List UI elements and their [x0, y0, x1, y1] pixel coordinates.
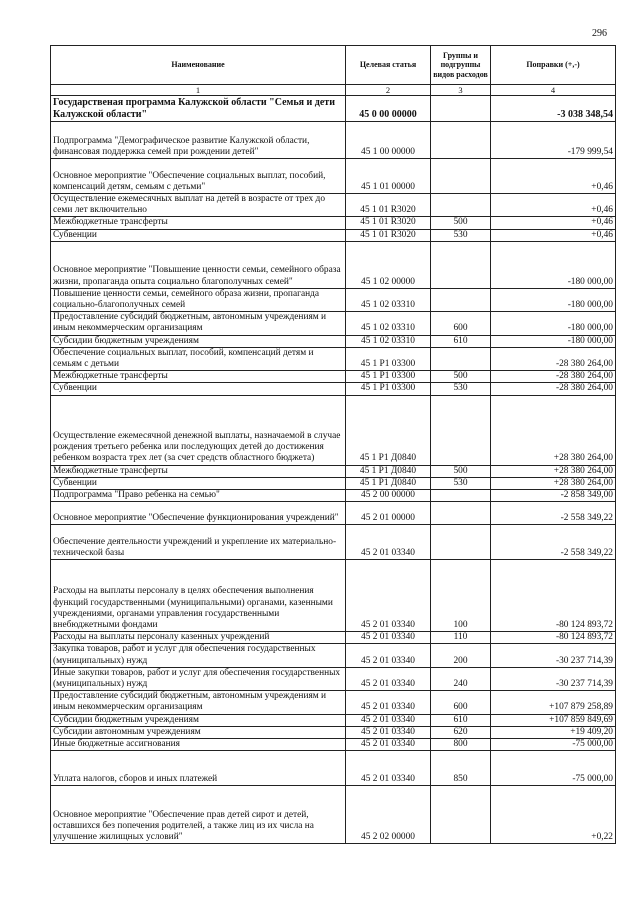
row-name: Субсидии бюджетным учреждениям: [51, 335, 346, 347]
row-target-code: 45 1 00 00000: [346, 122, 431, 159]
row-name: Расходы на выплаты персоналу в целях обеспечения выполнения функций государственными (муниципальными) органами, казенными учреждениями, органами управления государственными внебюджетными фондами: [51, 560, 346, 632]
row-target-code: 45 2 01 03340: [346, 644, 431, 667]
row-target-code: 45 2 01 03340: [346, 739, 431, 751]
row-name: Осуществление ежемесячной денежной выплаты, назначаемой в случае рождения третьего ребенка или последующих детей до достижения ребенком возраста трех лет (за счет средств областного бюджета): [51, 395, 346, 465]
header-amend: Поправки (+,-): [491, 46, 616, 85]
row-target-code: 45 2 00 00000: [346, 490, 431, 502]
table-row: [51, 383, 616, 395]
row-name: Предоставление субсидий бюджетным, автономным учреждениям и иным некоммерческим организациям: [51, 312, 346, 335]
row-amount: +0,46: [491, 217, 616, 229]
row-group-code: [431, 502, 491, 525]
row-target-code: 45 2 01 03340: [346, 714, 431, 726]
page-number: 296: [592, 28, 607, 39]
table-row: [51, 217, 616, 229]
table-row: [51, 477, 616, 489]
table-row: [51, 502, 616, 525]
column-number-row: [51, 85, 616, 96]
table-row: [51, 739, 616, 751]
row-group-code: 800: [431, 739, 491, 751]
col-number: 4: [491, 85, 616, 96]
row-group-code: 530: [431, 383, 491, 395]
row-group-code: 200: [431, 644, 491, 667]
row-target-code: 45 1 P1 Д0840: [346, 477, 431, 489]
row-name: Обеспечение социальных выплат, пособий, компенсаций детям и семьям с детьми: [51, 347, 346, 370]
row-name: Субсидии автономным учреждениям: [51, 726, 346, 738]
row-target-code: 45 1 P1 03300: [346, 347, 431, 370]
row-group-code: [431, 122, 491, 159]
table-row: [51, 335, 616, 347]
row-amount: -75 000,00: [491, 751, 616, 786]
row-amount: -2 558 349,22: [491, 502, 616, 525]
row-name: Осуществление ежемесячных выплат на детей в возрасте от трех до семи лет включительно: [51, 194, 346, 217]
table-row: [51, 159, 616, 194]
table-row: [51, 714, 616, 726]
row-group-code: [431, 347, 491, 370]
row-group-code: [431, 525, 491, 560]
row-target-code: 45 2 01 03340: [346, 525, 431, 560]
row-amount: +19 409,20: [491, 726, 616, 738]
header-target: Целевая статья: [346, 46, 431, 85]
table-row: [51, 490, 616, 502]
row-group-code: [431, 490, 491, 502]
row-amount: +107 859 849,69: [491, 714, 616, 726]
table-row: [51, 786, 616, 844]
row-group-code: 850: [431, 751, 491, 786]
table-row: [51, 560, 616, 632]
row-amount: -28 380 264,00: [491, 347, 616, 370]
table-row: [51, 312, 616, 335]
row-amount: +0,46: [491, 194, 616, 217]
row-group-code: [431, 288, 491, 311]
row-group-code: [431, 96, 491, 122]
table-row: [51, 347, 616, 370]
row-target-code: 45 0 00 00000: [346, 96, 431, 122]
row-target-code: 45 1 P1 Д0840: [346, 395, 431, 465]
table-row: [51, 691, 616, 714]
row-amount: -180 000,00: [491, 312, 616, 335]
header-row: [51, 46, 616, 85]
table-row: [51, 371, 616, 383]
row-target-code: 45 1 01 R3020: [346, 229, 431, 241]
row-target-code: 45 1 02 00000: [346, 241, 431, 288]
row-amount: -28 380 264,00: [491, 371, 616, 383]
row-group-code: [431, 194, 491, 217]
table-row: [51, 241, 616, 288]
row-target-code: 45 1 02 03310: [346, 288, 431, 311]
table-row: [51, 122, 616, 159]
budget-amendments-table: [50, 45, 616, 844]
row-group-code: 530: [431, 477, 491, 489]
row-target-code: 45 2 01 03340: [346, 560, 431, 632]
row-group-code: [431, 395, 491, 465]
row-amount: -180 000,00: [491, 241, 616, 288]
row-group-code: [431, 159, 491, 194]
row-group-code: 600: [431, 312, 491, 335]
row-group-code: 500: [431, 371, 491, 383]
row-group-code: 500: [431, 465, 491, 477]
row-target-code: 45 1 P1 03300: [346, 383, 431, 395]
table-row: [51, 96, 616, 122]
row-target-code: 45 1 P1 03300: [346, 371, 431, 383]
row-name: Подпрограмма "Демографическое развитие Калужской области, финансовая поддержка семей при рождении детей": [51, 122, 346, 159]
row-amount: -180 000,00: [491, 288, 616, 311]
row-target-code: 45 2 01 03340: [346, 667, 431, 690]
row-name: Субвенции: [51, 477, 346, 489]
row-name: Основное мероприятие "Повышение ценности семьи, семейного образа жизни, пропаганда опыта социально благополучных семей": [51, 241, 346, 288]
row-name: Межбюджетные трансферты: [51, 465, 346, 477]
row-target-code: 45 2 01 03340: [346, 751, 431, 786]
row-name: Повышение ценности семьи, семейного образа жизни, пропаганда социально-благополучных семей: [51, 288, 346, 311]
row-target-code: 45 1 P1 Д0840: [346, 465, 431, 477]
row-amount: +0,46: [491, 229, 616, 241]
row-amount: -75 000,00: [491, 739, 616, 751]
row-group-code: 610: [431, 335, 491, 347]
row-group-code: 600: [431, 691, 491, 714]
row-amount: -80 124 893,72: [491, 632, 616, 644]
row-target-code: 45 2 02 00000: [346, 786, 431, 844]
row-group-code: 620: [431, 726, 491, 738]
row-amount: +0,22: [491, 786, 616, 844]
row-target-code: 45 2 01 03340: [346, 632, 431, 644]
row-amount: -30 237 714,39: [491, 667, 616, 690]
row-name: Расходы на выплаты персоналу казенных учреждений: [51, 632, 346, 644]
row-target-code: 45 1 01 R3020: [346, 194, 431, 217]
header-groups: Группы и подгруппы видов расходов: [431, 46, 491, 85]
row-group-code: 530: [431, 229, 491, 241]
row-name: Государственая программа Калужской области "Семья и дети Калужской области": [51, 96, 346, 122]
table-row: [51, 667, 616, 690]
table-row: [51, 465, 616, 477]
table-row: [51, 229, 616, 241]
row-amount: -3 038 348,54: [491, 96, 616, 122]
table-row: [51, 525, 616, 560]
row-name: Межбюджетные трансферты: [51, 217, 346, 229]
col-number: 1: [51, 85, 346, 96]
row-name: Иные закупки товаров, работ и услуг для обеспечения государственных (муниципальных) нужд: [51, 667, 346, 690]
row-group-code: 240: [431, 667, 491, 690]
table-row: [51, 726, 616, 738]
row-group-code: [431, 241, 491, 288]
table-row: [51, 288, 616, 311]
row-amount: -2 858 349,00: [491, 490, 616, 502]
row-amount: +28 380 264,00: [491, 465, 616, 477]
row-amount: -28 380 264,00: [491, 383, 616, 395]
row-name: Субвенции: [51, 383, 346, 395]
row-amount: +107 879 258,89: [491, 691, 616, 714]
row-group-code: 110: [431, 632, 491, 644]
row-target-code: 45 1 01 R3020: [346, 217, 431, 229]
row-name: Закупка товаров, работ и услуг для обеспечения государственных (муниципальных) нужд: [51, 644, 346, 667]
row-name: Основное мероприятие "Обеспечение прав детей сирот и детей, оставшихся без попечения родителей, а также лиц из их числа на улучшение жилищных условий": [51, 786, 346, 844]
row-name: Основное мероприятие "Обеспечение функционирования учреждений": [51, 502, 346, 525]
row-target-code: 45 1 02 03310: [346, 335, 431, 347]
row-name: Субсидии бюджетным учреждениям: [51, 714, 346, 726]
row-amount: -80 124 893,72: [491, 560, 616, 632]
row-amount: -179 999,54: [491, 122, 616, 159]
row-group-code: 500: [431, 217, 491, 229]
row-amount: -2 558 349,22: [491, 525, 616, 560]
row-name: Подпрограмма "Право ребенка на семью": [51, 490, 346, 502]
row-target-code: 45 2 01 03340: [346, 691, 431, 714]
table-row: [51, 751, 616, 786]
row-amount: -180 000,00: [491, 335, 616, 347]
row-target-code: 45 2 01 03340: [346, 726, 431, 738]
row-target-code: 45 1 02 03310: [346, 312, 431, 335]
row-name: Уплата налогов, сборов и иных платежей: [51, 751, 346, 786]
row-name: Межбюджетные трансферты: [51, 371, 346, 383]
row-amount: +28 380 264,00: [491, 477, 616, 489]
row-group-code: 610: [431, 714, 491, 726]
row-name: Субвенции: [51, 229, 346, 241]
header-name: Наименование: [51, 46, 346, 85]
row-group-code: [431, 786, 491, 844]
row-amount: +28 380 264,00: [491, 395, 616, 465]
row-target-code: 45 1 01 00000: [346, 159, 431, 194]
row-group-code: 100: [431, 560, 491, 632]
table-row: [51, 395, 616, 465]
row-amount: +0,46: [491, 159, 616, 194]
table-row: [51, 194, 616, 217]
row-target-code: 45 2 01 00000: [346, 502, 431, 525]
col-number: 3: [431, 85, 491, 96]
row-name: Обеспечение деятельности учреждений и укрепление их материально-технической базы: [51, 525, 346, 560]
table-row: [51, 644, 616, 667]
table-row: [51, 632, 616, 644]
col-number: 2: [346, 85, 431, 96]
row-amount: -30 237 714,39: [491, 644, 616, 667]
row-name: Иные бюджетные ассигнования: [51, 739, 346, 751]
row-name: Основное мероприятие "Обеспечение социальных выплат, пособий, компенсаций детям, семьям с детьми": [51, 159, 346, 194]
row-name: Предоставление субсидий бюджетным, автономным учреждениям и иным некоммерческим организациям: [51, 691, 346, 714]
